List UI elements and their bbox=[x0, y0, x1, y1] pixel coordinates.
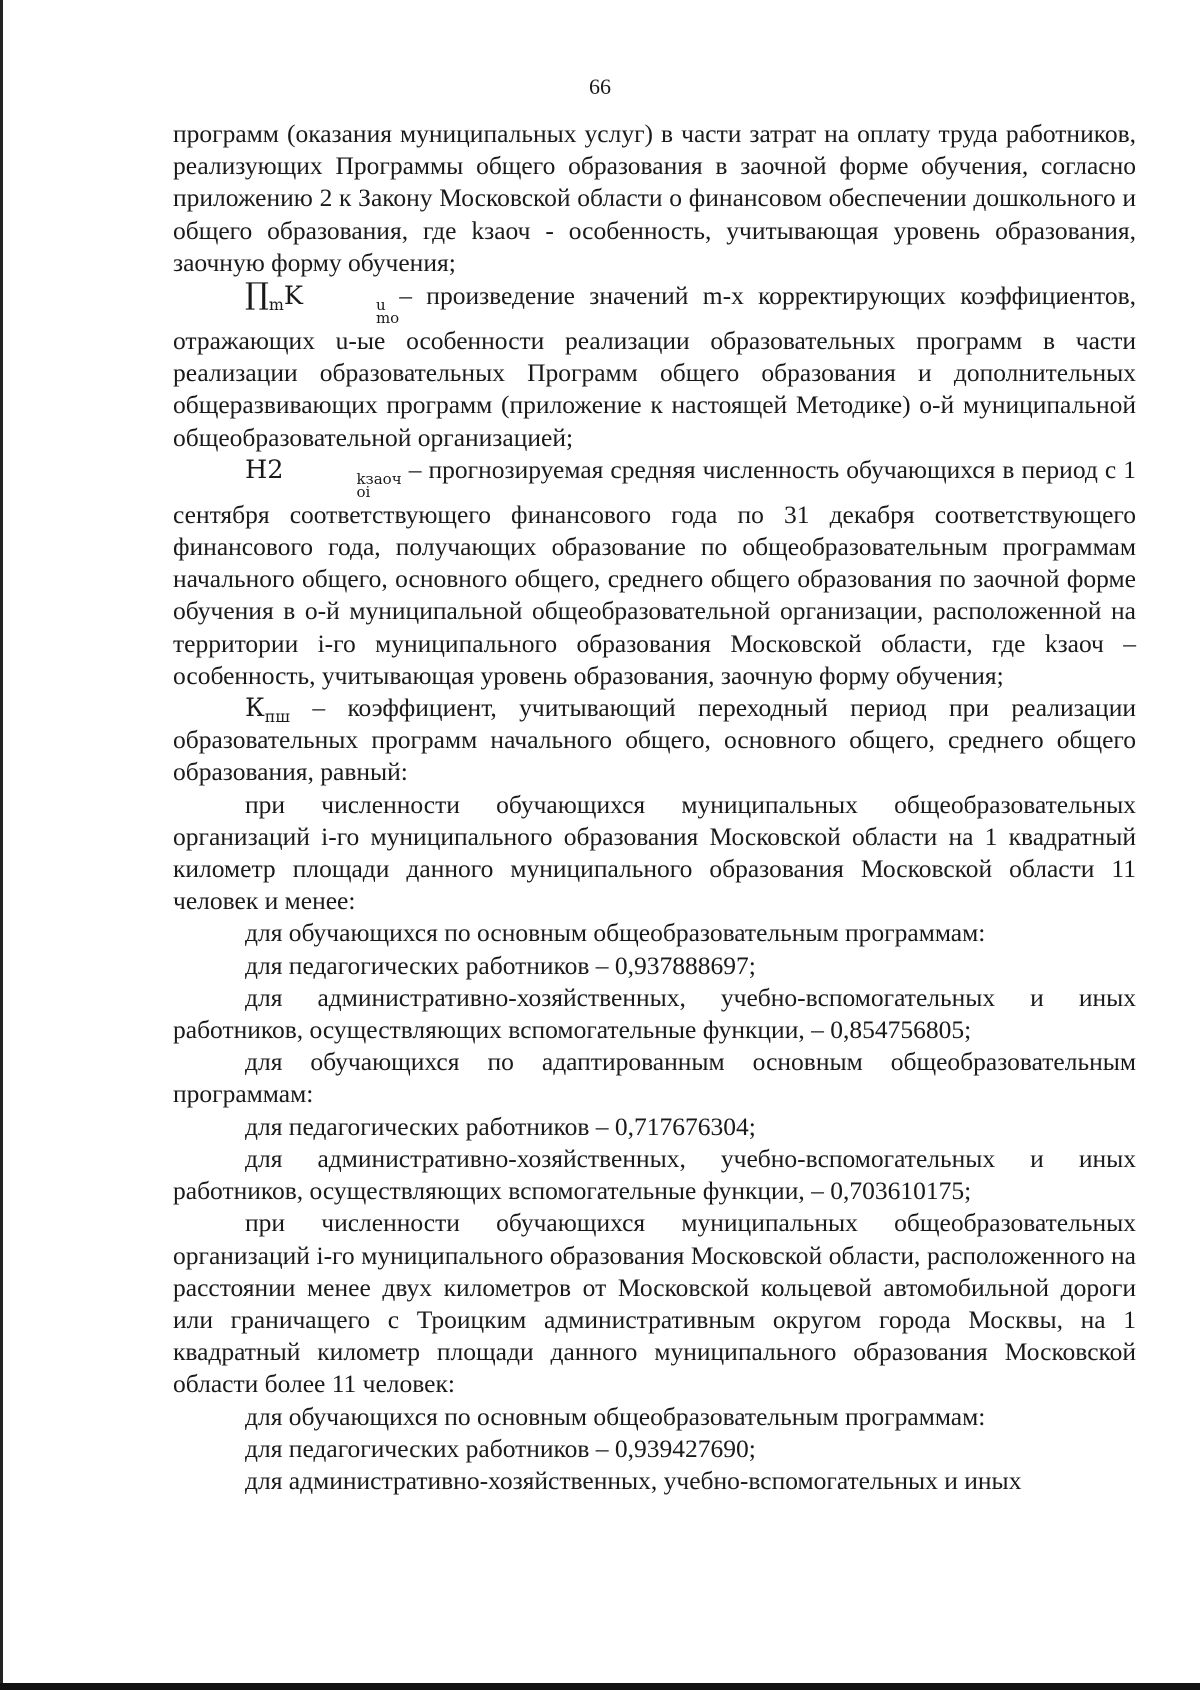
paragraph: для обучающихся по адаптированным основным общеобразовательным программам: bbox=[173, 1047, 1136, 1109]
coefficient-sup: u bbox=[375, 296, 386, 315]
paragraph: программ (оказания муниципальных услуг) в части затрат на оплату труда работников, реализующих Программы общего образования в заочной форме обучения, согласно приложению 2 к Закону Московской области о финансовом обеспечении дошкольного и общего образования, где kзаоч - особенность, учитывающая уровень образования, заочную форму обучения; bbox=[173, 119, 1136, 277]
paragraph: для административно-хозяйственных, учебно-вспомогательных и иных работников, осуществляющих вспомогательные функции, – 0,703610175; bbox=[173, 1143, 1136, 1206]
paragraph: для административно-хозяйственных, учебно-вспомогательных и иных bbox=[245, 1465, 1022, 1495]
formula-symbol bbox=[245, 693, 290, 727]
symbol-base: К bbox=[245, 693, 265, 724]
page-number: 66 bbox=[589, 74, 611, 99]
paragraph: для обучающихся по основным общеобразовательным программам: bbox=[245, 918, 986, 948]
paragraph bbox=[173, 454, 1136, 692]
product-sign: ∏ bbox=[245, 277, 269, 313]
paragraph-text: – прогнозируемая средняя численность обучающихся в период с 1 сентября соответствующего финансового года по 31 декабря соответствующего финансового года, получающих образование по общеобразовательным программам начального общего, основного общего, среднего общего образования по заочной форме обучения в о-й муниципальной общеобразовательной организации, расположенной на территории i-го муниципального образования Московской области, где kзаоч – особенность, учитывающая уровень образования, заочную форму обучения; bbox=[173, 454, 1136, 690]
paragraph: для административно-хозяйственных, учебно-вспомогательных и иных работников, осуществляющих вспомогательные функции, – 0,854756805; bbox=[173, 982, 1136, 1045]
paragraph: для педагогических работников – 0,937888697; bbox=[245, 950, 756, 980]
coefficient-base: K bbox=[283, 281, 303, 312]
paragraph-text: – произведение значений m-х корректирующих коэффициентов, отражающих u-ые особенности реализации образовательных программ в части реализации образовательных Программ общего образования и дополнительных общеразвивающих программ (приложение к настоящей Методике) о-й муниципальной общеобразовательной организацией; bbox=[173, 281, 1136, 452]
paragraph: для педагогических работников – 0,939427690; bbox=[245, 1433, 756, 1463]
paragraph-text: – коэффициент, учитывающий переходный период при реализации образовательных программ начального общего, основного общего, среднего общего образования, равный: bbox=[173, 693, 1136, 787]
paragraph: при численности обучающихся муниципальных общеобразовательных организаций i-го муниципального образования Московской области, расположенного на расстоянии менее двух километров от Московской кольцевой автомобильной дороги или граничащего с Троицким административным округом города Москвы, на 1 квадратный километр площади данного муниципального образования Московской области более 11 человек: bbox=[173, 1208, 1136, 1399]
symbol-sub: oi bbox=[356, 482, 371, 501]
paragraph bbox=[173, 279, 1136, 454]
symbol-sub: пш bbox=[264, 707, 290, 727]
scan-bottom-edge bbox=[0, 1683, 1200, 1690]
product-index: m bbox=[268, 295, 284, 315]
formula-symbol bbox=[245, 277, 400, 328]
paragraph: для педагогических работников – 0,717676304; bbox=[245, 1111, 756, 1141]
paragraph bbox=[173, 692, 1136, 789]
scan-left-edge bbox=[0, 0, 3, 1690]
document-body bbox=[173, 118, 1136, 1497]
symbol-sup: kзаоч bbox=[356, 469, 402, 488]
symbol-base: Н2 bbox=[245, 454, 284, 485]
paragraph: при численности обучающихся муниципальных общеобразовательных организаций i-го муниципального образования Московской области на 1 квадратный километр площади данного муниципального образования Московской области 11 человек и менее: bbox=[173, 789, 1136, 916]
formula-symbol bbox=[245, 454, 402, 501]
coefficient-sub: mo bbox=[375, 309, 400, 328]
paragraph: для обучающихся по основным общеобразовательным программам: bbox=[245, 1401, 986, 1431]
